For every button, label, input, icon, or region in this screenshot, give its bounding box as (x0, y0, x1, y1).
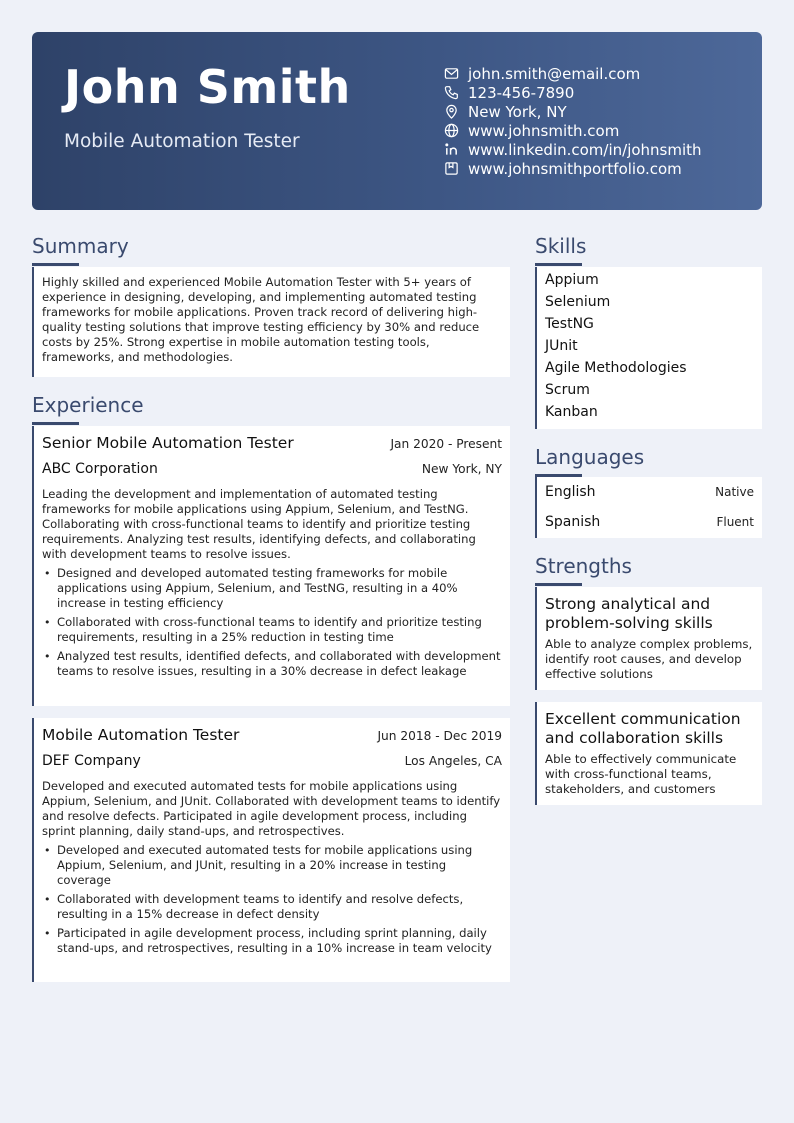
job-achievements (44, 843, 502, 960)
strength-card (535, 587, 762, 690)
job-company: DEF Company (42, 753, 141, 769)
job-title: Mobile Automation Tester (42, 726, 240, 744)
job-location: New York, NY (421, 462, 502, 476)
achievement-item: • Developed and executed automated tests for mobile applications using Appium, Selenium, and JUnit, resulting in a 20% increase in testing coverage (44, 843, 502, 888)
candidate-name: John Smith (64, 60, 351, 114)
contact-list (444, 64, 702, 178)
skill-item: Appium (545, 272, 599, 288)
globe-icon (444, 123, 459, 138)
skill-item: TestNG (545, 316, 594, 332)
job-achievements (44, 566, 502, 683)
skills-list (545, 269, 687, 423)
languages-heading: Languages (535, 445, 645, 469)
job-dates: Jan 2020 - Present (390, 437, 502, 451)
job-company: ABC Corporation (42, 461, 158, 477)
job-title: Senior Mobile Automation Tester (42, 434, 294, 452)
summary-text: Highly skilled and experienced Mobile Automation Tester with 5+ years of experience in designing, developing, and implementing automated testing frameworks for mobile applications. Proven track record of delivering high-quality testing solutions that improve testing efficiency by 30% and reduce costs by 25%. Strong expertise in mobile automation testing tools, frameworks, and methodologies. (42, 275, 480, 364)
contact-portfolio-text: www.johnsmithportfolio.com (468, 159, 682, 178)
achievement-item: • Designed and developed automated testing frameworks for mobile applications using Appium, Selenium, and TestNG, resulting in a 40% increase in testing efficiency (44, 566, 502, 611)
contact-location (444, 102, 702, 121)
strength-card (535, 702, 762, 805)
skill-item: Agile Methodologies (545, 360, 687, 376)
skills-heading: Skills (535, 234, 587, 258)
skill-item: Selenium (545, 294, 611, 310)
languages-list (545, 477, 754, 537)
language-name: Spanish (545, 514, 601, 530)
achievement-item: • Analyzed test results, identified defects, and collaborated with development teams to resolve issues, resulting in a 30% decrease in defect leakage (44, 649, 502, 679)
contact-email[interactable] (444, 64, 702, 83)
summary-card (32, 267, 510, 377)
achievement-item: • Collaborated with cross-functional teams to identify and prioritize testing requirements, resulting in a 25% reduction in testing time (44, 615, 502, 645)
language-level: Native (715, 485, 754, 499)
linkedin-icon (444, 142, 459, 157)
strength-title: Strong analytical and problem-solving skills (545, 595, 713, 632)
resume-header (32, 32, 762, 210)
job-location: Los Angeles, CA (404, 754, 502, 768)
job-dates: Jun 2018 - Dec 2019 (377, 729, 502, 743)
strength-description: Able to analyze complex problems, identify root causes, and develop effective solutions (545, 637, 753, 681)
contact-email-text: john.smith@email.com (468, 64, 641, 83)
language-level: Fluent (716, 515, 754, 529)
contact-linkedin-text: www.linkedin.com/in/johnsmith (468, 140, 702, 159)
skill-item: Scrum (545, 382, 590, 398)
contact-phone-text: 123-456-7890 (468, 83, 575, 102)
portfolio-icon (444, 161, 459, 176)
strength-description: Able to effectively communicate with cross-functional teams, stakeholders, and customers (545, 752, 737, 796)
job-card (32, 718, 510, 982)
skill-item: JUnit (545, 338, 578, 354)
email-icon (444, 66, 459, 81)
achievement-item: • Participated in agile development process, including sprint planning, daily stand-ups, and retrospectives, resulting in a 10% increase in team velocity (44, 926, 502, 956)
contact-phone[interactable] (444, 83, 702, 102)
job-description: Developed and executed automated tests for mobile applications using Appium, Selenium, and JUnit. Collaborated with development teams to identify and resolve defects. Participated in agile development process, including sprint planning, daily stand-ups, and retrospectives. (42, 779, 501, 838)
language-row (545, 477, 754, 507)
contact-portfolio[interactable] (444, 159, 702, 178)
contact-location-text: New York, NY (468, 102, 567, 121)
contact-website-text: www.johnsmith.com (468, 121, 620, 140)
summary-heading: Summary (32, 234, 129, 258)
job-card (32, 426, 510, 706)
contact-linkedin[interactable] (444, 140, 702, 159)
strength-title: Excellent communication and collaboration skills (545, 710, 741, 747)
location-pin-icon (444, 104, 459, 119)
languages-card (535, 477, 762, 538)
skill-item: Kanban (545, 404, 598, 420)
achievement-item: • Collaborated with development teams to identify and resolve defects, resulting in a 15% decrease in defect density (44, 892, 502, 922)
contact-website[interactable] (444, 121, 702, 140)
candidate-role: Mobile Automation Tester (64, 131, 300, 152)
skills-card (535, 267, 762, 429)
language-name: English (545, 484, 596, 500)
language-row (545, 507, 754, 537)
job-description: Leading the development and implementation of automated testing frameworks for mobile applications using Appium, Selenium, and TestNG. Collaborating with cross-functional teams to identify and prioritize testing requirements. Analyzing test results, identifying defects, and collaborating with development teams to resolve issues. (42, 487, 476, 561)
phone-icon (444, 85, 459, 100)
strengths-heading: Strengths (535, 554, 632, 578)
experience-heading: Experience (32, 393, 144, 417)
